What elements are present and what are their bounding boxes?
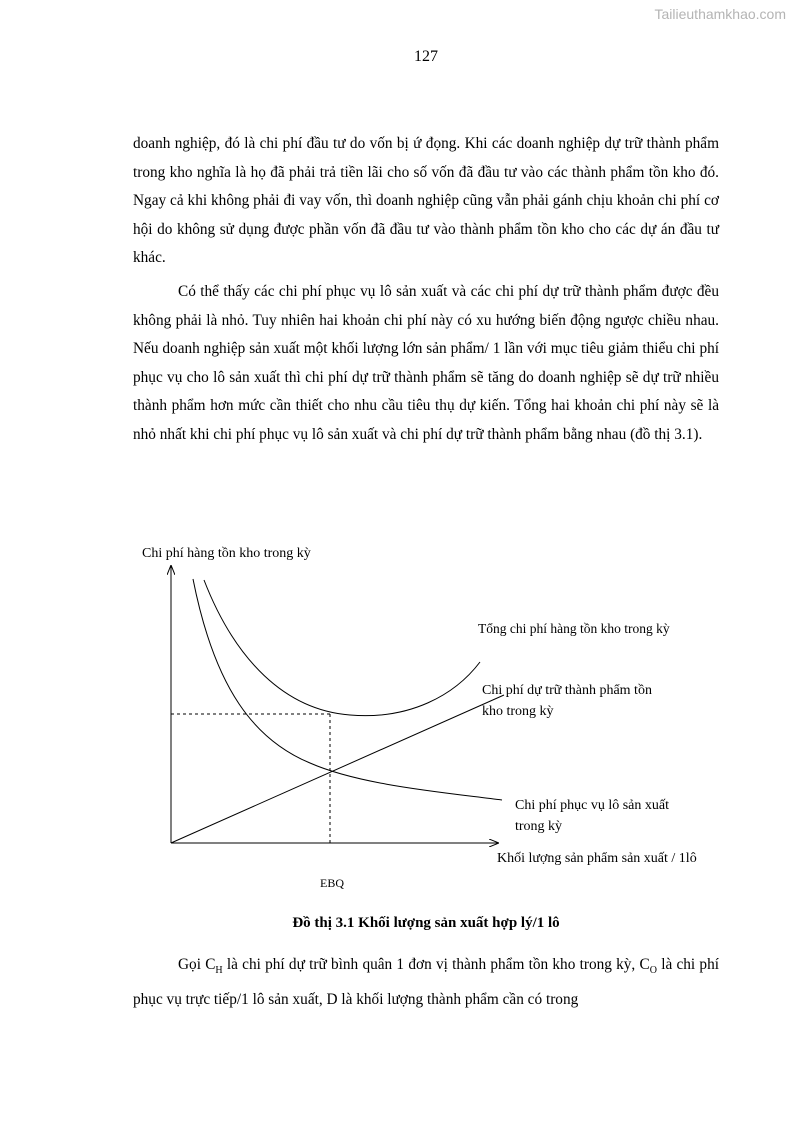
total-curve-label: Tổng chi phí hàng tồn kho trong kỳ bbox=[478, 621, 670, 636]
holding-curve-label-2: kho trong kỳ bbox=[482, 704, 554, 719]
inventory-cost-graph bbox=[0, 530, 794, 890]
paragraph-1: doanh nghiệp, đó là chi phí đầu tư do vốn bị ứ đọng. Khi các doanh nghiệp dự trữ thành phẩm trong kho nghĩa là họ đã phải trả tiền lãi cho số vốn đã đầu tư vào các thành phẩm tồn kho đó. Ngay cả khi không phải đi vay vốn, thì doanh nghiệp cũng vẫn phải gánh chịu khoản chi phí cơ hội do không sử dụng được phần vốn đã đầu tư vào thành phẩm tồn kho cho các dự án đầu tư khác. bbox=[133, 135, 719, 266]
paragraph-2: Có thể thấy các chi phí phục vụ lô sản xuất và các chi phí dự trữ thành phẩm được đều không phải là nhỏ. Tuy nhiên hai khoản chi phí này có xu hướng biến động ngược chiều nhau. Nếu doanh nghiệp sản xuất một khối lượng lớn sản phẩm/ 1 lần với mục tiêu giảm thiểu chi phí phục vụ cho lô sản xuất thì chi phí dự trữ thành phẩm sẽ tăng do doanh nghiệp sẽ dự trữ nhiều thành phẩm hơn mức cần thiết cho nhu cầu tiêu thụ dự kiến. Tổng hai khoản chi phí này sẽ là nhỏ nhất khi chi phí phục vụ lô sản xuất và chi phí dự trữ thành phẩm bằng nhau (đồ thị 3.1). bbox=[133, 283, 719, 443]
y-axis-label: Chi phí hàng tồn kho trong kỳ bbox=[142, 546, 311, 561]
paragraph-3-part-3: là chi phí phục vụ trực tiếp/1 lô sản xuất, D là khối lượng thành phẩm cần có trong bbox=[133, 956, 719, 1008]
setup-curve-label-1: Chi phí phục vụ lô sản xuất bbox=[515, 798, 669, 813]
subscript-o: O bbox=[649, 965, 657, 977]
x-axis-label: Khối lượng sản phẩm sản xuất / 1lô bbox=[497, 851, 697, 866]
setup-curve-label-2: trong kỳ bbox=[515, 819, 563, 834]
paragraph-3-part-2: là chi phí dự trữ bình quân 1 đơn vị thành phẩm tồn kho trong kỳ, C bbox=[222, 956, 650, 973]
paragraph-3-part-1: Gọi C bbox=[178, 956, 216, 973]
figure-caption: Đồ thị 3.1 Khối lượng sản xuất hợp lý/1 lô bbox=[292, 915, 560, 931]
ebq-label: EBQ bbox=[320, 876, 344, 890]
setup-cost-curve bbox=[193, 579, 502, 800]
holding-curve-label-1: Chi phí dự trữ thành phẩm tồn bbox=[482, 683, 652, 698]
paragraph-3 bbox=[133, 951, 719, 1014]
total-cost-curve bbox=[204, 580, 480, 716]
watermark: Tailieuthamkhao.com bbox=[654, 6, 786, 22]
subscript-h: H bbox=[215, 965, 223, 977]
page-number: 127 bbox=[414, 48, 438, 65]
holding-cost-line bbox=[171, 695, 504, 843]
